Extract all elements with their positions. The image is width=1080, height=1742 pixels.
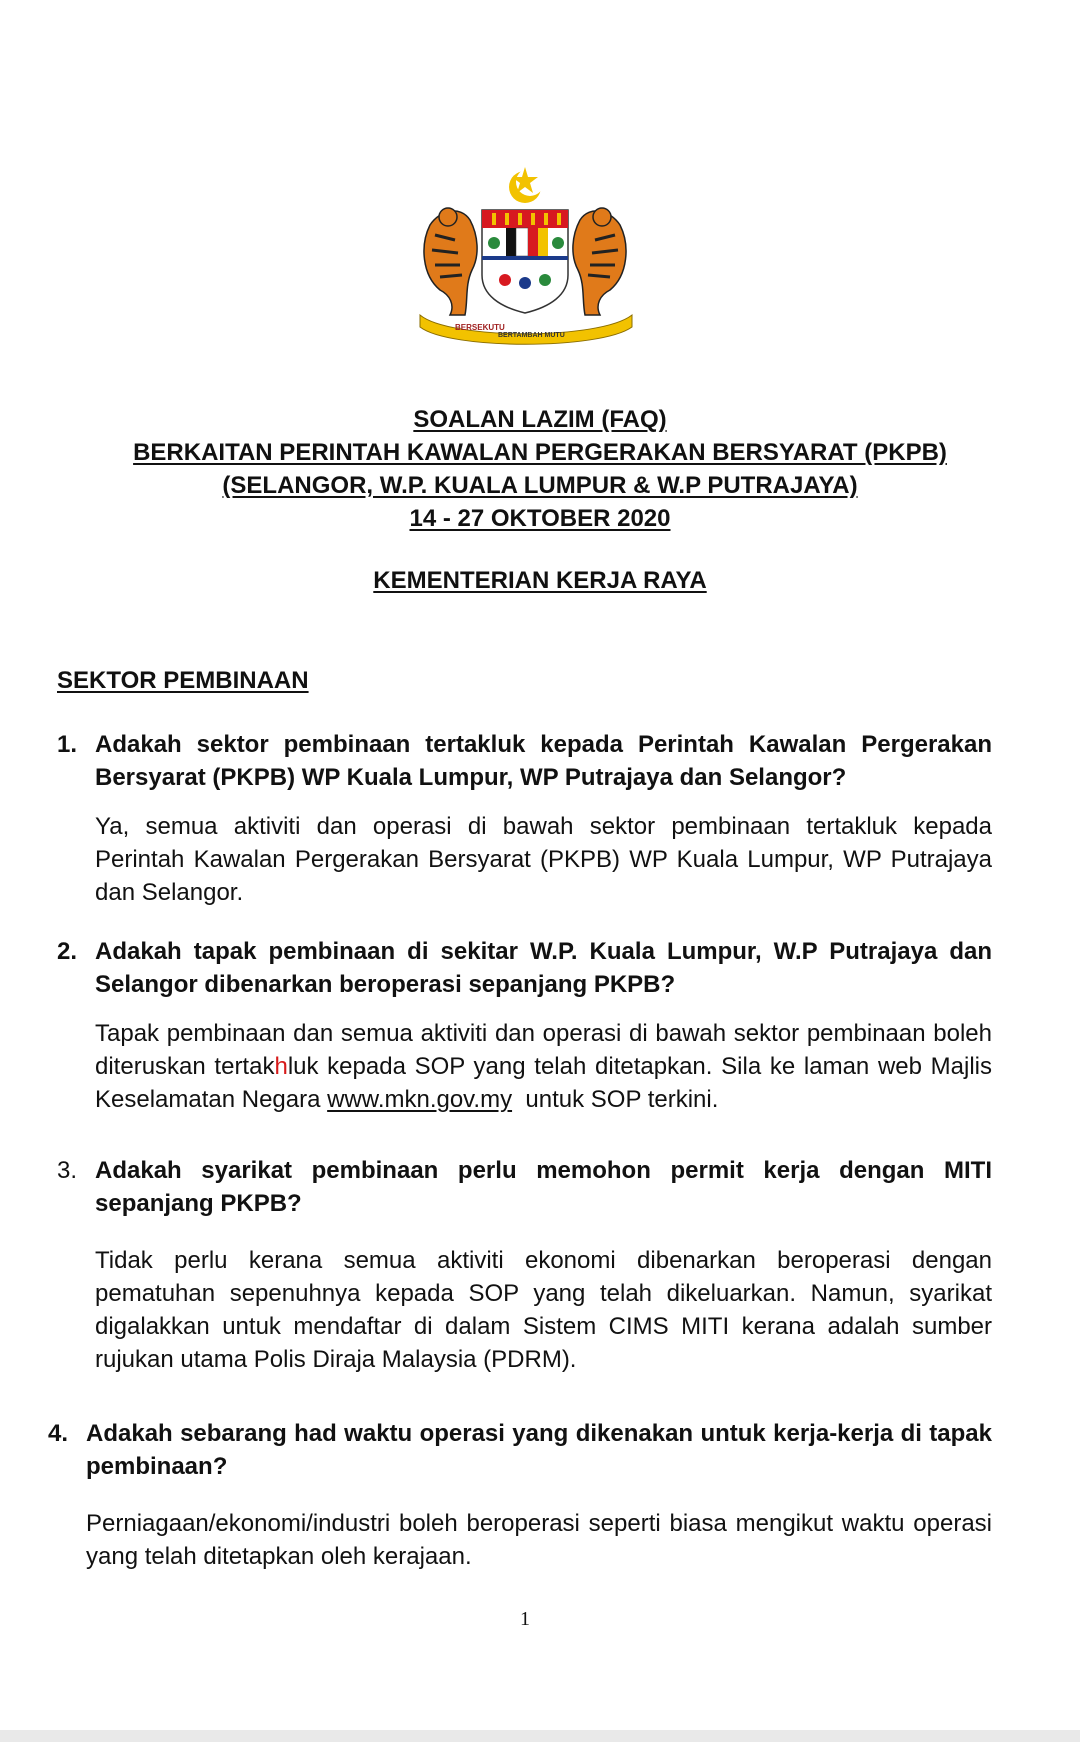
faq-answer: Perniagaan/ekonomi/industri boleh beroperasi seperti biasa mengikut waktu operasi yang telah ditetapkan oleh kerajaan. xyxy=(86,1510,992,1570)
answer-text: luk kepada SOP yang telah ditetapkan. Sila ke laman web Majlis Keselamatan Negara xyxy=(95,1053,993,1113)
logo-motto-left: BERSEKUTU xyxy=(455,323,505,332)
faq-number: 2. xyxy=(57,938,78,965)
logo-motto-ribbon: BERTAMBAH MUTU xyxy=(498,332,565,339)
answer-typo-mark: h xyxy=(274,1053,288,1080)
answer-text: Tapak pembinaan dan semua aktiviti dan operasi di bawah sektor pembinaan boleh diteruskan tertak xyxy=(95,1020,992,1080)
faq-question: Adakah sektor pembinaan tertakluk kepada Perintah Kawalan Pergerakan Bersyarat (PKPB) WP Kuala Lumpur, WP Putrajaya dan Selangor? xyxy=(95,731,992,791)
faq-number: 3. xyxy=(57,1157,78,1184)
faq-item-4 xyxy=(48,1417,992,1573)
coat-of-arms-logo xyxy=(410,165,640,345)
faq-number: 1. xyxy=(57,731,78,758)
title-line-3: (SELANGOR, W.P. KUALA LUMPUR & W.P PUTRAJAYA) xyxy=(222,472,858,499)
ministry-name: KEMENTERIAN KERJA RAYA xyxy=(373,567,707,594)
page-bottom-edge xyxy=(0,1730,1080,1742)
title-line-4: 14 - 27 OKTOBER 2020 xyxy=(409,505,671,532)
document-title xyxy=(60,403,1020,535)
answer-text: untuk SOP terkini. xyxy=(512,1086,719,1113)
faq-question: Adakah sebarang had waktu operasi yang dikenakan untuk kerja-kerja di tapak pembinaan? xyxy=(86,1420,992,1480)
faq-item-2 xyxy=(57,935,992,1116)
page-number: 1 xyxy=(520,1608,530,1630)
faq-answer xyxy=(95,1017,992,1116)
section-title: SEKTOR PEMBINAAN xyxy=(57,667,309,694)
faq-item-1 xyxy=(57,728,992,909)
faq-question: Adakah tapak pembinaan di sekitar W.P. Kuala Lumpur, W.P Putrajaya dan Selangor dibenarkan beroperasi sepanjang PKPB? xyxy=(95,938,992,998)
faq-answer: Ya, semua aktiviti dan operasi di bawah sektor pembinaan tertakluk kepada Perintah Kawalan Pergerakan Bersyarat (PKPB) WP Kuala Lumpur, WP Putrajaya dan Selangor. xyxy=(95,813,992,906)
faq-item-3 xyxy=(57,1154,992,1376)
title-line-1: SOALAN LAZIM (FAQ) xyxy=(413,406,667,433)
mkn-website-link[interactable]: www.mkn.gov.my xyxy=(327,1086,513,1113)
title-line-2: BERKAITAN PERINTAH KAWALAN PERGERAKAN BERSYARAT (PKPB) xyxy=(133,439,947,466)
faq-question: Adakah syarikat pembinaan perlu memohon permit kerja dengan MITI sepanjang PKPB? xyxy=(95,1157,992,1217)
faq-number: 4. xyxy=(48,1420,69,1447)
faq-answer: Tidak perlu kerana semua aktiviti ekonomi dibenarkan beroperasi dengan pematuhan sepenuhnya kepada SOP yang telah dikeluarkan. Namun, syarikat digalakkan untuk mendaftar di dalam Sistem CIMS MITI kerana adalah sumber rujukan utama Polis Diraja Malaysia (PDRM). xyxy=(95,1247,992,1373)
